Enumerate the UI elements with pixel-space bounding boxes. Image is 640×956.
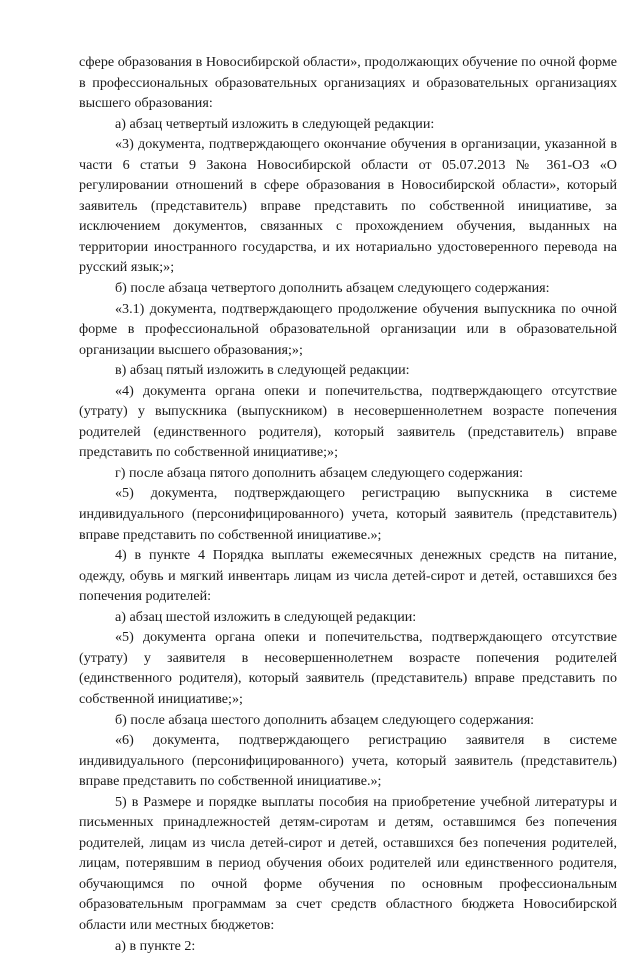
- paragraph: «6) документа, подтверждающего регистрацию заявителя в системе индивидуального (персонифицированного) учета, который заявитель (представитель) вправе представить по собственной инициативе.»;: [79, 732, 617, 790]
- document-body: [79, 52, 617, 956]
- paragraph: а) абзац шестой изложить в следующей редакции:: [115, 608, 417, 625]
- paragraph: сфере образования в Новосибирской области», продолжающих обучение по очной форме в профессиональных образовательных организациях и образовательных организациях высшего образования:: [79, 54, 617, 112]
- paragraph: 5) в Размере и порядке выплаты пособия на приобретение учебной литературы и письменных принадлежностей детям-сиротам и детям, оставшимся без попечения родителей, лицам из числа детей-сирот и детей, оставшихся без попечения родителей, лицам, потерявшим в период обучения обоих родителей или единственного родителя, обучающимся по очной форме обучения по основным профессиональным образовательным программам за счет средств областного бюджета Новосибирской области или местных бюджетов:: [79, 793, 617, 933]
- paragraph: б) после абзаца четвертого дополнить абзацем следующего содержания:: [115, 280, 550, 297]
- paragraph: а) в пункте 2:: [115, 937, 196, 954]
- paragraph: в) абзац пятый изложить в следующей редакции:: [115, 362, 410, 379]
- paragraph: 4) в пункте 4 Порядка выплаты ежемесячных денежных средств на питание, одежду, обувь и мягкий инвентарь лицам из числа детей-сирот и детей, оставшихся без попечения родителей:: [79, 547, 617, 605]
- paragraph: г) после абзаца пятого дополнить абзацем следующего содержания:: [115, 464, 524, 481]
- paragraph: «5) документа органа опеки и попечительства, подтверждающего отсутствие (утрату) у заявителя в несовершеннолетнем возрасте попечения родителей (единственного родителя), который заявитель (представитель) вправе представить по собственной инициативе;»;: [79, 629, 617, 707]
- paragraph: б) после абзаца шестого дополнить абзацем следующего содержания:: [115, 711, 535, 728]
- paragraph: а) абзац четвертый изложить в следующей редакции:: [115, 115, 435, 132]
- paragraph: «5) документа, подтверждающего регистрацию выпускника в системе индивидуального (персонифицированного) учета, который заявитель (представитель) вправе представить по собственной инициативе.»;: [79, 485, 617, 543]
- paragraph: «4) документа органа опеки и попечительства, подтверждающего отсутствие (утрату) у выпускника (выпускником) в несовершеннолетнем возрасте попечения родителей (единственного родителя), который заявитель (представитель) вправе представить по собственной инициативе;»;: [79, 382, 617, 461]
- paragraph: «3) документа, подтверждающего окончание обучения в организации, указанной в части 6 статьи 9 Закона Новосибирской области от 05.07.2013 № 361-ОЗ «О регулировании отношений в сфере образования в Новосибирской области», который заявитель (представитель) вправе представить по собственной инициативе, за исключением документов, связанных с прохождением обучения, выданных на территории иностранного государства, и их нотариально удостоверенного перевода на русский язык;»;: [79, 136, 617, 276]
- paragraph: «3.1) документа, подтверждающего продолжение обучения выпускника по очной форме в профессиональной образовательной организации или в образовательной организации высшего образования;»;: [79, 300, 617, 358]
